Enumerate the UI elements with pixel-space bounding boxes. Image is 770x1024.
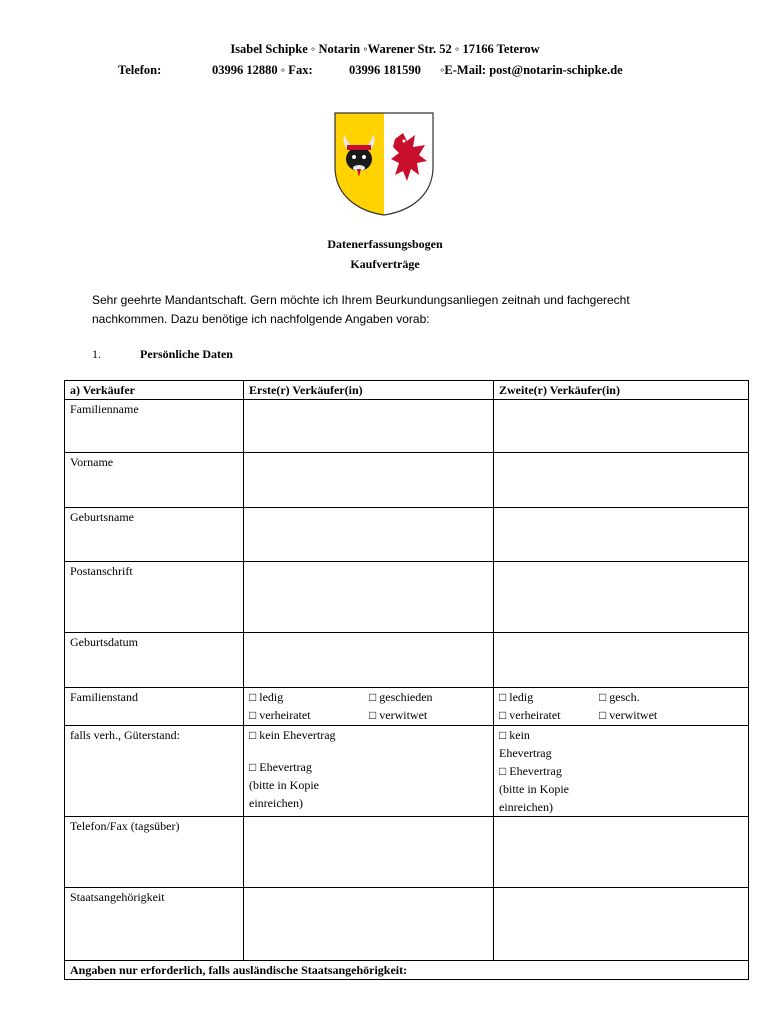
checkbox-verheiratet[interactable]: □ verheiratet [249,708,311,722]
table-row [65,633,749,688]
row-label-familienname: Familienname [65,400,244,453]
table-row [65,562,749,633]
table-row [65,888,749,961]
input-cell-second[interactable] [494,400,749,453]
table-header-row [65,381,749,400]
checkbox-kein-ehevertrag[interactable]: □ kein Ehevertrag [249,728,336,742]
coat-of-arms-icon [333,111,435,217]
table-row [65,508,749,562]
table-row [65,726,749,817]
email-value: ◦E-Mail: post@notarin-schipke.de [440,63,623,77]
header-erster-verkaeufer: Erste(r) Verkäufer(in) [244,381,494,400]
row-label-familienstand: Familienstand [65,688,244,726]
checkbox-geschieden[interactable]: □ geschieden [369,690,433,704]
section-title: Persönliche Daten [140,347,233,361]
checkbox-verheiratet[interactable]: □ verheiratet [499,708,561,722]
checkbox-verwitwet[interactable]: □ verwitwet [599,708,658,722]
checkbox-ledig[interactable]: □ ledig [499,690,534,704]
checkbox-ehevertrag[interactable]: □ Ehevertrag [499,764,562,778]
table-row [65,400,749,453]
table-row [65,453,749,508]
row-label-geburtsname: Geburtsname [65,508,244,562]
familienstand-options-second [494,688,749,726]
foreign-citizenship-note: Angaben nur erforderlich, falls ausländische Staatsangehörigkeit: [65,961,749,980]
input-cell-second[interactable] [494,817,749,888]
checkbox-kein-ehevertrag[interactable]: □ kein [499,728,530,742]
header-verkaeufer: a) Verkäufer [65,381,244,400]
input-cell-first[interactable] [244,562,494,633]
seller-data-table [64,380,749,980]
input-cell-first[interactable] [244,453,494,508]
table-row [65,817,749,888]
kopie-note: (bitte in Kopie [499,782,569,796]
intro-text-line: Sehr geehrte Mandantschaft. Gern möchte ich Ihrem Beurkundungsanliegen zeitnah und fachgerecht [92,293,630,307]
input-cell-second[interactable] [494,508,749,562]
form-subtitle: Kaufverträge [350,257,420,271]
checkbox-verwitwet[interactable]: □ verwitwet [369,708,428,722]
checkbox-gesch[interactable]: □ gesch. [599,690,640,704]
table-row [65,688,749,726]
intro-text-line: nachkommen. Dazu benötige ich nachfolgende Angaben vorab: [92,312,430,326]
gueterstand-options-first [244,726,494,817]
input-cell-first[interactable] [244,817,494,888]
telefon-label: Telefon: [118,63,162,77]
row-label-postanschrift: Postanschrift [65,562,244,633]
input-cell-first[interactable] [244,888,494,961]
row-label-geburtsdatum: Geburtsdatum [65,633,244,688]
input-cell-second[interactable] [494,888,749,961]
telefon-value: 03996 12880 ◦ Fax: [212,63,313,77]
fax-value: 03996 181590 [349,63,421,77]
row-label-staatsangehoerigkeit: Staatsangehörigkeit [65,888,244,961]
letterhead-address: Isabel Schipke ◦ Notarin ◦Warener Str. 52 ◦ 17166 Teterow [230,42,540,56]
checkbox-ledig[interactable]: □ ledig [249,690,284,704]
row-label-gueterstand: falls verh., Güterstand: [65,726,244,817]
input-cell-second[interactable] [494,453,749,508]
checkbox-ehevertrag[interactable]: □ Ehevertrag [249,760,312,774]
header-zweiter-verkaeufer: Zweite(r) Verkäufer(in) [494,381,749,400]
row-label-vorname: Vorname [65,453,244,508]
input-cell-second[interactable] [494,562,749,633]
table-row [65,961,749,980]
gueterstand-options-second [494,726,749,817]
input-cell-second[interactable] [494,633,749,688]
kopie-note: (bitte in Kopie [249,778,319,792]
kopie-note: einreichen) [499,800,553,814]
section-number: 1. [92,347,101,361]
input-cell-first[interactable] [244,400,494,453]
form-title: Datenerfassungsbogen [327,237,443,251]
input-cell-first[interactable] [244,508,494,562]
familienstand-options-first [244,688,494,726]
row-label-telefon: Telefon/Fax (tagsüber) [65,817,244,888]
kopie-note: einreichen) [249,796,303,810]
input-cell-first[interactable] [244,633,494,688]
kein-ehevertrag-label: Ehevertrag [499,746,552,760]
